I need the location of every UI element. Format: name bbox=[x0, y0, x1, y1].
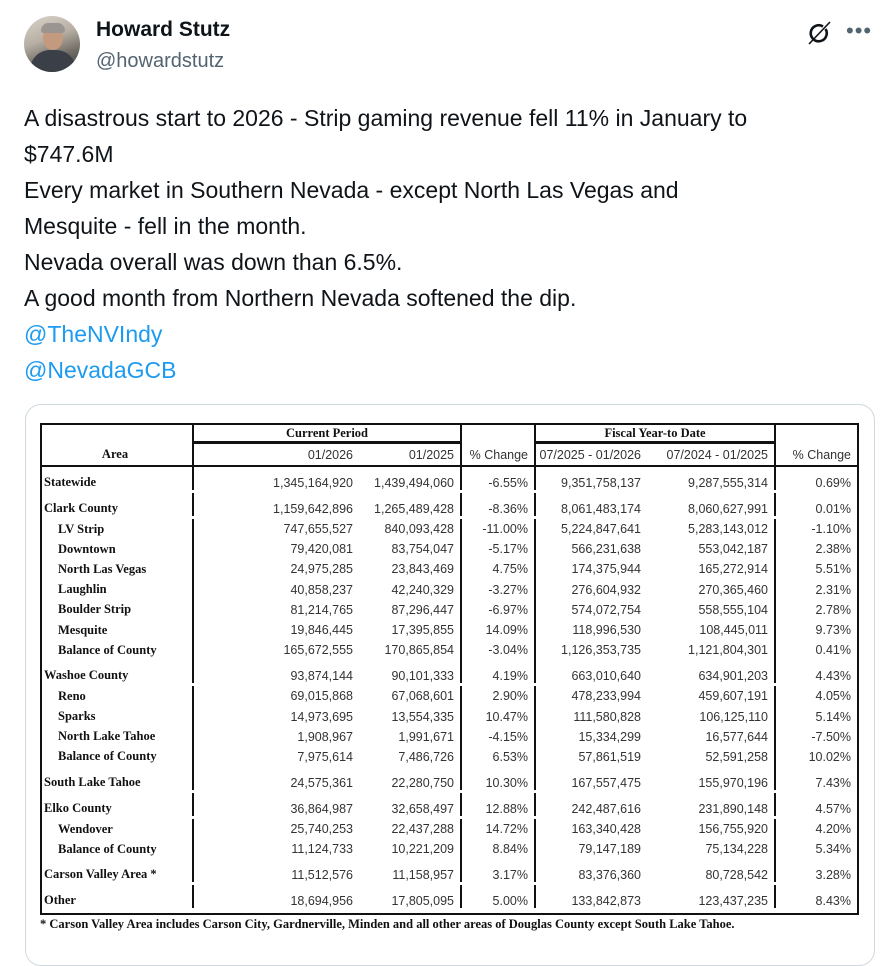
value-cell: 2.38% bbox=[815, 542, 851, 557]
value-cell: 24,975,285 bbox=[290, 562, 353, 577]
table-row bbox=[42, 620, 857, 640]
area-name-cell: Washoe County bbox=[42, 660, 194, 683]
area-name-cell: Downtown bbox=[42, 539, 194, 559]
value-cell: 1,159,642,896 bbox=[273, 502, 353, 516]
table-row bbox=[42, 640, 857, 660]
value-cell: 1,991,671 bbox=[359, 727, 462, 747]
table-row bbox=[42, 686, 857, 706]
value-cell: 8,060,627,991 bbox=[647, 493, 776, 516]
area-name-cell: Mesquite bbox=[42, 620, 194, 640]
area-name-cell: Balance of County bbox=[42, 640, 194, 660]
area-name-cell: Carson Valley Area * bbox=[42, 859, 194, 882]
value-cell: 1,439,494,060 bbox=[359, 467, 462, 490]
value-cell: 40,858,237 bbox=[290, 582, 353, 597]
table-row bbox=[42, 859, 857, 885]
value-cell: 4.75% bbox=[462, 559, 536, 579]
value-cell: 155,970,196 bbox=[647, 767, 776, 790]
grok-icon[interactable] bbox=[806, 20, 832, 46]
table-row bbox=[42, 727, 857, 747]
value-cell: 15,334,299 bbox=[578, 729, 641, 744]
area-name-cell: South Lake Tahoe bbox=[42, 767, 194, 790]
value-cell: 4.20% bbox=[815, 822, 851, 837]
value-cell: 5.51% bbox=[815, 562, 851, 577]
value-cell: 2.90% bbox=[462, 686, 536, 706]
value-cell: 22,280,750 bbox=[359, 767, 462, 790]
table-row bbox=[42, 747, 857, 767]
area-name-cell: Statewide bbox=[42, 467, 194, 490]
value-cell: 276,604,932 bbox=[571, 582, 641, 597]
value-cell: 12.88% bbox=[462, 793, 536, 816]
area-name-cell: Sparks bbox=[42, 707, 194, 727]
value-cell: -8.36% bbox=[462, 493, 536, 516]
value-cell: 17,805,095 bbox=[359, 885, 462, 908]
value-cell: 22,437,288 bbox=[359, 819, 462, 839]
col-header: 07/2024 - 01/2025 bbox=[647, 444, 776, 465]
value-cell: 747,655,527 bbox=[283, 522, 353, 537]
value-cell: 32,658,497 bbox=[359, 793, 462, 816]
value-cell: 165,672,555 bbox=[283, 643, 353, 658]
value-cell: 167,557,475 bbox=[571, 776, 641, 791]
col-header: % Change bbox=[462, 444, 536, 465]
value-cell: 2.78% bbox=[815, 602, 851, 617]
value-cell: 1,121,804,301 bbox=[647, 640, 776, 660]
value-cell: 8,061,483,174 bbox=[561, 502, 641, 516]
table-row bbox=[42, 839, 857, 859]
value-cell: -1.10% bbox=[811, 522, 851, 537]
value-cell: 11,158,957 bbox=[359, 859, 462, 882]
value-cell: 16,577,644 bbox=[647, 727, 776, 747]
value-cell: 79,147,189 bbox=[578, 842, 641, 857]
value-cell: -6.97% bbox=[462, 600, 536, 620]
value-cell: 36,864,987 bbox=[290, 802, 353, 817]
value-cell: 11,512,576 bbox=[291, 868, 353, 883]
value-cell: 9.73% bbox=[815, 623, 851, 638]
value-cell: 566,231,638 bbox=[571, 542, 641, 557]
table-row bbox=[42, 559, 857, 579]
value-cell: 5.14% bbox=[815, 709, 851, 724]
value-cell: -3.27% bbox=[462, 580, 536, 600]
col-header: 07/2025 - 01/2026 bbox=[539, 447, 641, 462]
tweet-text bbox=[24, 100, 874, 388]
value-cell: 24,575,361 bbox=[290, 776, 353, 791]
value-cell: -6.55% bbox=[462, 467, 536, 490]
value-cell: 18,694,956 bbox=[290, 894, 353, 909]
tweet-line: Nevada overall was down than 6.5%. bbox=[24, 249, 403, 275]
value-cell: 5.34% bbox=[815, 842, 851, 857]
value-cell: 558,555,104 bbox=[647, 600, 776, 620]
more-icon[interactable]: ••• bbox=[846, 18, 873, 43]
value-cell: 106,125,110 bbox=[647, 707, 776, 727]
value-cell: 165,272,914 bbox=[647, 559, 776, 579]
value-cell: 14,973,695 bbox=[290, 709, 353, 724]
value-cell: 75,134,228 bbox=[647, 839, 776, 859]
value-cell: 81,214,765 bbox=[290, 602, 353, 617]
value-cell: 19,846,445 bbox=[290, 623, 353, 638]
value-cell: -3.04% bbox=[462, 640, 536, 660]
value-cell: 0.69% bbox=[815, 476, 851, 490]
value-cell: 108,445,011 bbox=[647, 620, 776, 640]
value-cell: 2.31% bbox=[815, 582, 851, 597]
col-header: % Change bbox=[792, 447, 851, 462]
area-name-cell: Balance of County bbox=[42, 839, 194, 859]
area-name-cell: North Las Vegas bbox=[42, 559, 194, 579]
value-cell: 14.72% bbox=[462, 819, 536, 839]
value-cell: 8.84% bbox=[462, 839, 536, 859]
value-cell: 1,345,164,920 bbox=[273, 476, 353, 490]
table-row bbox=[42, 467, 857, 493]
value-cell: 478,233,994 bbox=[571, 689, 641, 704]
value-cell: 4.43% bbox=[815, 669, 851, 684]
value-cell: 83,376,360 bbox=[578, 868, 641, 883]
table-row bbox=[42, 767, 857, 793]
table-row bbox=[42, 660, 857, 686]
value-cell: 7,975,614 bbox=[297, 749, 353, 764]
value-cell: 459,607,191 bbox=[647, 686, 776, 706]
value-cell: 9,351,758,137 bbox=[561, 476, 641, 490]
gaming-revenue-table bbox=[40, 423, 859, 915]
area-name-cell: Clark County bbox=[42, 493, 194, 516]
value-cell: 42,240,329 bbox=[359, 580, 462, 600]
value-cell: 57,861,519 bbox=[578, 749, 641, 764]
tweet-line: Every market in Southern Nevada - except North Las Vegas and bbox=[24, 177, 679, 203]
value-cell: -5.17% bbox=[462, 539, 536, 559]
col-header: 01/2025 bbox=[359, 444, 462, 465]
value-cell: 10.47% bbox=[462, 707, 536, 727]
value-cell: 25,740,253 bbox=[290, 822, 353, 837]
table-row bbox=[42, 885, 857, 911]
value-cell: 663,010,640 bbox=[571, 669, 641, 684]
value-cell: 93,874,144 bbox=[290, 669, 353, 684]
area-name-cell: Reno bbox=[42, 686, 194, 706]
value-cell: 574,072,754 bbox=[571, 602, 641, 617]
value-cell: 111,580,828 bbox=[573, 709, 641, 724]
value-cell: 231,890,148 bbox=[647, 793, 776, 816]
value-cell: 242,487,616 bbox=[571, 802, 641, 817]
mention-link[interactable]: @TheNVIndy bbox=[24, 321, 163, 347]
value-cell: 118,996,530 bbox=[572, 623, 641, 638]
value-cell: 1,126,353,735 bbox=[561, 643, 641, 658]
value-cell: 156,755,920 bbox=[647, 819, 776, 839]
value-cell: 67,068,601 bbox=[359, 686, 462, 706]
author-handle[interactable]: @howardstutz bbox=[96, 50, 225, 72]
group-fiscal-ytd: Fiscal Year-to Date bbox=[536, 425, 776, 444]
area-name-cell: Balance of County bbox=[42, 747, 194, 767]
value-cell: 133,842,873 bbox=[571, 894, 641, 909]
value-cell: 7.43% bbox=[815, 776, 851, 791]
value-cell: 1,265,489,428 bbox=[359, 493, 462, 516]
value-cell: 14.09% bbox=[462, 620, 536, 640]
value-cell: 83,754,047 bbox=[359, 539, 462, 559]
value-cell: 52,591,258 bbox=[647, 747, 776, 767]
tweet-line: A disastrous start to 2026 - Strip gaming revenue fell 11% in January to bbox=[24, 105, 748, 131]
value-cell: 9,287,555,314 bbox=[647, 467, 776, 490]
author-name[interactable]: Howard Stutz bbox=[96, 18, 231, 41]
table-row bbox=[42, 600, 857, 620]
area-name-cell: Other bbox=[42, 885, 194, 908]
value-cell: 553,042,187 bbox=[647, 539, 776, 559]
table-header bbox=[42, 444, 857, 467]
value-cell: 17,395,855 bbox=[359, 620, 462, 640]
value-cell: 23,843,469 bbox=[359, 559, 462, 579]
table-row bbox=[42, 539, 857, 559]
table-row bbox=[42, 819, 857, 839]
tweet-line: A good month from Northern Nevada softened the dip. bbox=[24, 285, 577, 311]
value-cell: 87,296,447 bbox=[359, 600, 462, 620]
value-cell: 634,901,203 bbox=[647, 660, 776, 683]
value-cell: -7.50% bbox=[811, 729, 851, 744]
table-group-header bbox=[42, 425, 857, 444]
value-cell: 13,554,335 bbox=[359, 707, 462, 727]
mention-link[interactable]: @NevadaGCB bbox=[24, 357, 177, 383]
value-cell: 7,486,726 bbox=[359, 747, 462, 767]
value-cell: 6.53% bbox=[462, 747, 536, 767]
value-cell: 0.01% bbox=[815, 502, 851, 516]
value-cell: 10.30% bbox=[462, 767, 536, 790]
value-cell: 1,908,967 bbox=[297, 729, 353, 744]
table-row bbox=[42, 493, 857, 519]
value-cell: 79,420,081 bbox=[290, 542, 353, 557]
value-cell: 69,015,868 bbox=[290, 689, 353, 704]
value-cell: -11.00% bbox=[462, 519, 536, 539]
value-cell: 10.02% bbox=[808, 749, 851, 764]
value-cell: 3.28% bbox=[815, 868, 851, 883]
col-header: 01/2026 bbox=[307, 447, 353, 462]
value-cell: 8.43% bbox=[815, 894, 851, 909]
value-cell: 163,340,428 bbox=[571, 822, 641, 837]
area-name-cell: Elko County bbox=[42, 793, 194, 816]
area-name-cell: LV Strip bbox=[42, 519, 194, 539]
value-cell: 840,093,428 bbox=[359, 519, 462, 539]
group-current-period: Current Period bbox=[194, 425, 462, 444]
value-cell: -4.15% bbox=[462, 727, 536, 747]
value-cell: 90,101,333 bbox=[359, 660, 462, 683]
value-cell: 0.41% bbox=[815, 643, 851, 658]
value-cell: 80,728,542 bbox=[647, 859, 776, 882]
value-cell: 5,283,143,012 bbox=[647, 519, 776, 539]
tweet-line: Mesquite - fell in the month. bbox=[24, 213, 307, 239]
table-row bbox=[42, 519, 857, 539]
area-name-cell: Boulder Strip bbox=[42, 600, 194, 620]
table-row bbox=[42, 707, 857, 727]
avatar[interactable] bbox=[24, 16, 80, 72]
value-cell: 170,865,854 bbox=[359, 640, 462, 660]
value-cell: 174,375,944 bbox=[571, 562, 641, 577]
table-row bbox=[42, 580, 857, 600]
value-cell: 4.05% bbox=[815, 689, 851, 704]
table-row bbox=[42, 793, 857, 819]
value-cell: 5,224,847,641 bbox=[561, 522, 641, 537]
value-cell: 11,124,733 bbox=[291, 842, 353, 857]
value-cell: 4.57% bbox=[815, 802, 851, 817]
col-header-area: Area bbox=[42, 444, 194, 465]
table-footnote: * Carson Valley Area includes Carson City, Gardnerville, Minden and all other areas of Douglas County except South Lake Tahoe. bbox=[40, 917, 735, 931]
area-name-cell: Wendover bbox=[42, 819, 194, 839]
area-name-cell: North Lake Tahoe bbox=[42, 727, 194, 747]
value-cell: 123,437,235 bbox=[647, 885, 776, 908]
area-name-cell: Laughlin bbox=[42, 580, 194, 600]
attached-image[interactable] bbox=[25, 404, 875, 966]
value-cell: 4.19% bbox=[462, 660, 536, 683]
tweet-line: $747.6M bbox=[24, 141, 114, 167]
value-cell: 10,221,209 bbox=[359, 839, 462, 859]
value-cell: 5.00% bbox=[462, 885, 536, 908]
value-cell: 270,365,460 bbox=[647, 580, 776, 600]
value-cell: 3.17% bbox=[462, 859, 536, 882]
